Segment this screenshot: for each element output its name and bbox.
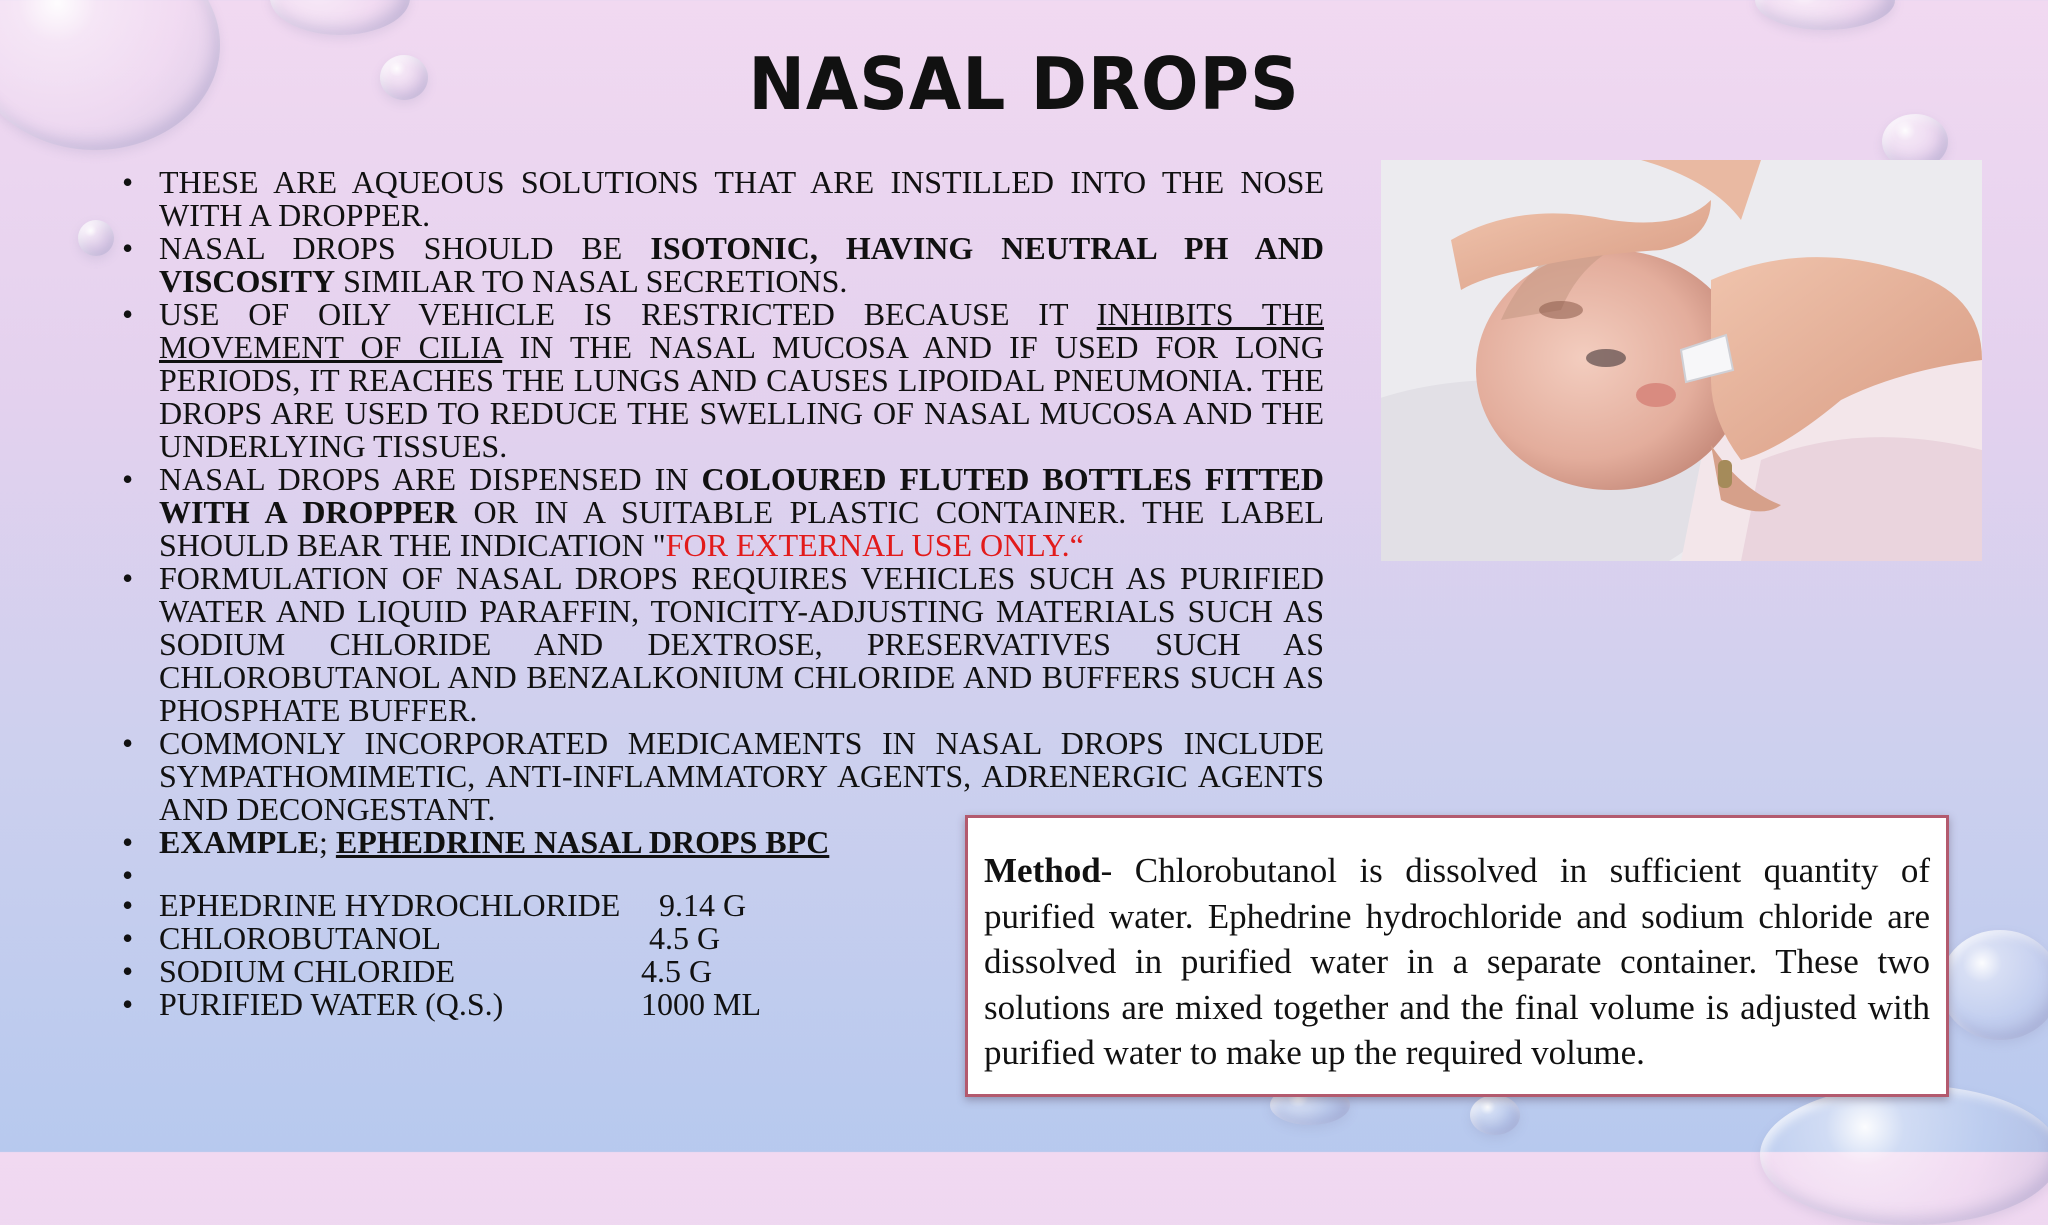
bold-text: COLOURED FLUTED BOTTLES FITTED WITH A DROPPER bbox=[159, 461, 1325, 530]
bullet-item: • NASAL DROPS SHOULD BE ISOTONIC, HAVING NEUTRAL PH AND VISCOSITY SIMILAR TO NASAL SECRETIONS. bbox=[122, 232, 1324, 298]
slide-title: NASAL DROPS bbox=[748, 42, 1300, 126]
water-droplet bbox=[1940, 930, 2048, 1040]
ingredient-item: • SODIUM CHLORIDE 4.5 G bbox=[122, 955, 1324, 988]
bullet-item: • NASAL DROPS ARE DISPENSED IN COLOURED FLUTED BOTTLES FITTED WITH A DROPPER OR IN A SUITABLE PLASTIC CONTAINER. THE LABEL SHOULD BEAR THE INDICATION "FOR EXTERNAL USE ONLY.“ bbox=[122, 463, 1324, 562]
bullet-item-example: • EXAMPLE; EPHEDRINE NASAL DROPS BPC bbox=[122, 826, 1324, 859]
water-droplet bbox=[1470, 1095, 1520, 1135]
ingredient-item: • EPHEDRINE HYDROCHLORIDE 9.14 G bbox=[122, 889, 1324, 922]
underlined-text: INHIBITS THE MOVEMENT OF CILIA bbox=[159, 296, 1324, 365]
bullet-item: • THESE ARE AQUEOUS SOLUTIONS THAT ARE INSTILLED INTO THE NOSE WITH A DROPPER. bbox=[122, 166, 1324, 232]
example-name: EPHEDRINE NASAL DROPS BPC bbox=[335, 824, 830, 860]
bold-text: ISOTONIC, HAVING NEUTRAL PH AND VISCOSITY bbox=[159, 230, 1325, 299]
method-box bbox=[965, 815, 1949, 1097]
water-droplet bbox=[78, 220, 114, 256]
bullet-item: • COMMONLY INCORPORATED MEDICAMENTS IN NASAL DROPS INCLUDE SYMPATHOMIMETIC, ANTI-INFLAMMATORY AGENTS, ADRENERGIC AGENTS AND DECONGESTANT. bbox=[122, 727, 1324, 826]
water-droplet bbox=[1755, 0, 1895, 30]
ingredient-item: • CHLOROBUTANOL 4.5 G bbox=[122, 922, 1324, 955]
baby-nasal-drops-photo bbox=[1381, 160, 1982, 561]
method-label: Method bbox=[984, 851, 1101, 890]
bullet-item: • USE OF OILY VEHICLE IS RESTRICTED BECAUSE IT INHIBITS THE MOVEMENT OF CILIA IN THE NASAL MUCOSA AND IF USED FOR LONG PERIODS, IT REACHES THE LUNGS AND CAUSES LIPOIDAL PNEUMONIA. THE DROPS ARE USED TO REDUCE THE SWELLING OF NASAL MUCOSA AND THE UNDERLYING TISSUES. bbox=[122, 298, 1324, 463]
bullet-item: • FORMULATION OF NASAL DROPS REQUIRES VEHICLES SUCH AS PURIFIED WATER AND LIQUID PARAFFIN, TONICITY-ADJUSTING MATERIALS SUCH AS SODIUM CHLORIDE AND DEXTROSE, PRESERVATIVES SUCH AS CHLOROBUTANOL AND BENZALKONIUM CHLORIDE AND BUFFERS SUCH AS PHOSPHATE BUFFER. bbox=[122, 562, 1324, 727]
water-droplet bbox=[270, 0, 410, 35]
method-text: - Chlorobutanol is dissolved in sufficient quantity of purified water. Ephedrine hydrochloride and sodium chloride are dissolved in purified water in a separate container. These two solutions are mixed together and the final volume is adjusted with purified water to make up the required volume. bbox=[984, 851, 1930, 1072]
ingredient-item: • PURIFIED WATER (Q.S.) 1000 ML bbox=[122, 988, 1324, 1021]
warning-text: FOR EXTERNAL USE ONLY.“ bbox=[665, 527, 1084, 563]
water-droplet bbox=[1760, 1085, 2048, 1225]
example-label: EXAMPLE bbox=[159, 824, 319, 860]
